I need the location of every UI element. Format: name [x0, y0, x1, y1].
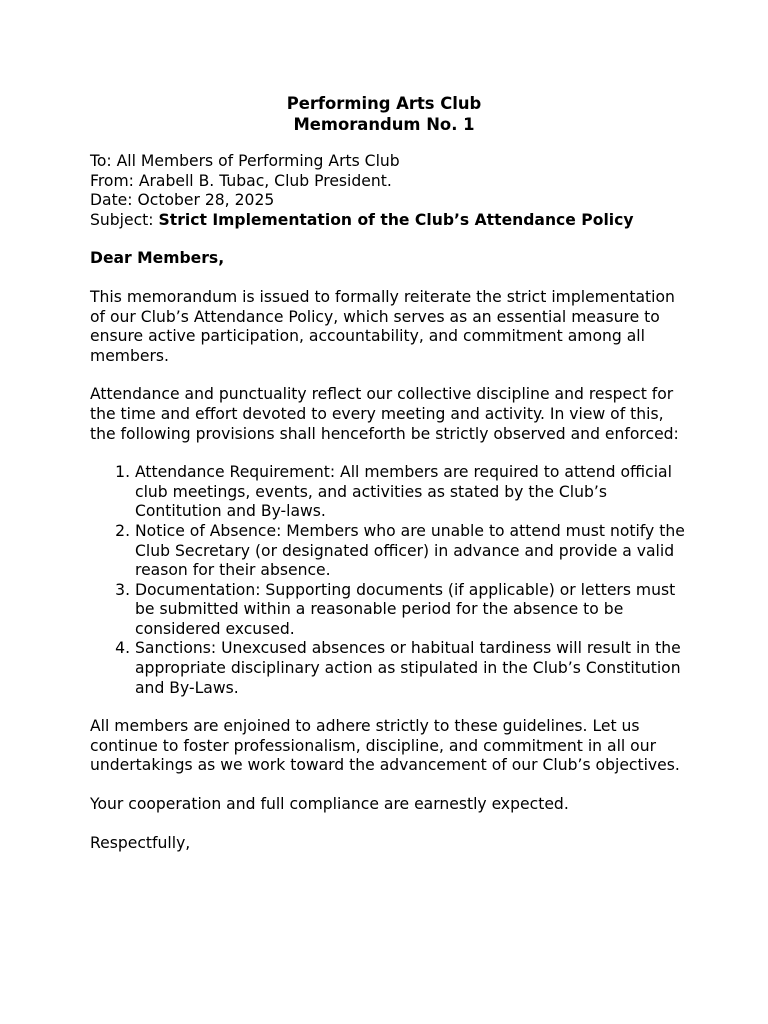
memo-subject	[90, 211, 690, 231]
memo-header	[90, 152, 690, 230]
closing-paragraph: All members are enjoined to adhere strictly to these guidelines. Let us continue to foster professionalism, discipline, and commitment in all our undertakings as we work toward the advancement of our Club’s objectives.	[90, 717, 680, 775]
provision-item: 2. Notice of Absence: Members who are unable to attend must notify the Club Secretary (or designated officer) in advance and provide a valid reason for their absence.	[135, 522, 690, 581]
provision-item: 4. Sanctions: Unexcused absences or habitual tardiness will result in the appropriate disciplinary action as stipulated in the Club’s Constitution and By-Laws.	[135, 639, 690, 698]
provisions-list	[90, 463, 690, 698]
memo-org-title: Performing Arts Club	[286, 94, 482, 113]
body-paragraph: Attendance and punctuality reflect our collective discipline and respect for the time and effort devoted to every meeting and activity. In view of this, the following provisions shall henceforth be strictly observed and enforced:	[90, 385, 679, 443]
closing-paragraph: Your cooperation and full compliance are earnestly expected.	[90, 795, 569, 814]
memo-subject-text: Strict Implementation of the Club’s Attendance Policy	[158, 210, 634, 229]
memo-sign-off: Respectfully,	[90, 833, 191, 852]
memo-subject-label: Subject:	[90, 210, 159, 229]
body-paragraph: This memorandum is issued to formally reiterate the strict implementation of our Club’s Attendance Policy, which serves as an essential measure to ensure active participation, accountability, and commitment among all members.	[90, 287, 675, 365]
provision-item: 1. Attendance Requirement: All members are required to attend official club meetings, events, and activities as stated by the Club’s Contitution and By-laws.	[135, 463, 690, 522]
memo-from: From: Arabell B. Tubac, Club President.	[90, 171, 392, 190]
memo-salutation: Dear Members,	[90, 249, 225, 268]
memo-number: Memorandum No. 1	[293, 115, 475, 134]
memo-document	[90, 93, 690, 853]
memo-date: Date: October 28, 2025	[90, 191, 275, 210]
provision-item: 3. Documentation: Supporting documents (if applicable) or letters must be submitted within a reasonable period for the absence to be considered excused.	[135, 581, 690, 640]
memo-to: To: All Members of Performing Arts Club	[90, 152, 400, 170]
